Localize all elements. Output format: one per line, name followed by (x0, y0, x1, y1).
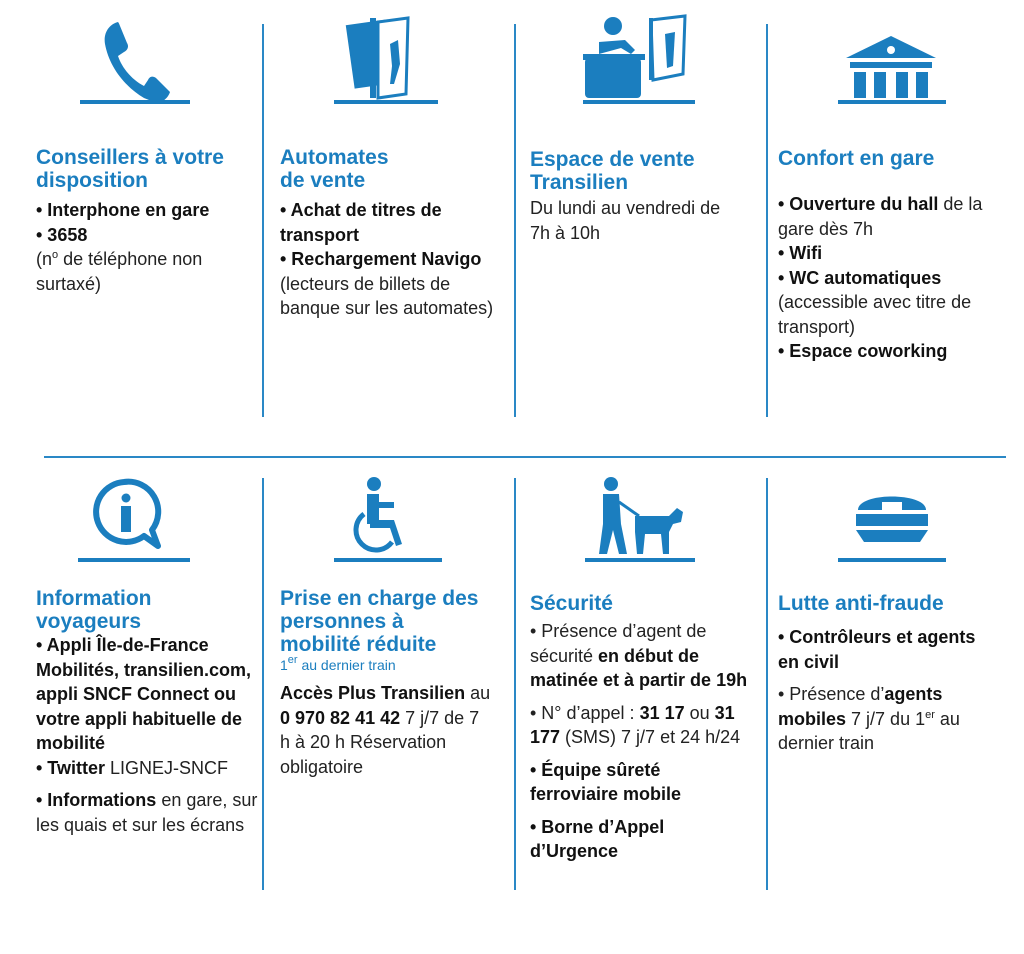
text-line (530, 815, 750, 864)
block-title: Espace de vente Transilien (530, 148, 695, 194)
block-text (530, 619, 750, 864)
column-divider (766, 478, 768, 890)
phone-icon (60, 14, 210, 104)
text-line (36, 788, 268, 837)
text-run: au dernier train (297, 657, 396, 673)
bold-text: 0 970 82 41 42 (280, 707, 401, 728)
superscript: er (925, 708, 935, 721)
block-text (778, 625, 993, 756)
info-block (36, 587, 268, 837)
bold-text: 31 17 (639, 702, 685, 723)
text-line (778, 339, 988, 364)
bold-text: • Rechargement Navigo (280, 249, 482, 269)
text-run: 7 j/7 du 1 (846, 708, 926, 729)
bold-text: • Interphone en gare (36, 200, 210, 220)
ticket-machine-icon (310, 14, 460, 104)
text-line (36, 756, 268, 781)
text-line (36, 247, 268, 296)
text-run: ou (684, 702, 715, 723)
text-line (36, 633, 268, 756)
text-line (778, 241, 988, 266)
text-line (778, 266, 988, 340)
superscript: er (287, 654, 298, 666)
bold-text: en début de matinée et à partir de 19h (530, 645, 748, 690)
superscript: o (52, 249, 59, 261)
text-run: (SMS) 7 j/7 et 24 h/24 (560, 727, 741, 747)
text-run: au (465, 683, 491, 703)
text-line (280, 681, 494, 779)
text-line (36, 198, 268, 223)
row-divider (44, 456, 1006, 458)
bold-text: Accès Plus Transilien (280, 683, 466, 703)
bold-text: • Borne d’Appel d’Urgence (530, 816, 665, 861)
text-run: en gare, sur les quais et sur les écrans (36, 790, 258, 835)
bold-text: • 3658 (36, 224, 88, 245)
text-run: (n (36, 249, 53, 269)
bold-text: • Appli Île-de-France Mobilités, transilien.com, appli SNCF Connect ou votre appli habituelle de mobilité (36, 635, 252, 753)
block-title: Confort en gare (778, 147, 935, 170)
block-title: Information voyageurs (36, 587, 152, 633)
info-block (530, 592, 750, 864)
text-run: LIGNEJ-SNCF (104, 757, 228, 778)
block-text (530, 196, 745, 245)
info-block (530, 148, 745, 245)
text-run: de la gare dès 7h (778, 194, 983, 239)
info-icon (60, 472, 210, 562)
block-subtitle (280, 654, 494, 673)
bold-text: • Achat de titres de transport (280, 200, 442, 245)
column-divider (766, 24, 768, 417)
station-building-icon (816, 14, 966, 104)
block-title: Automates de vente (280, 146, 389, 192)
block-title: Sécurité (530, 592, 613, 615)
ticket-office-icon (565, 14, 715, 104)
text-line (530, 701, 750, 750)
text-line (778, 682, 993, 756)
bold-text: • Ouverture du hall (778, 194, 939, 214)
text-run: • Présence d’ (778, 684, 885, 704)
text-line (778, 625, 993, 674)
text-line (280, 247, 496, 321)
text-run: au dernier train (778, 708, 960, 753)
column-divider (514, 24, 516, 417)
block-title: Prise en charge des personnes à mobilité réduite (280, 587, 479, 656)
block-title: Conseillers à votre disposition (36, 146, 224, 192)
text-run: (lecteurs de billets de banque sur les automates) (280, 273, 494, 318)
block-text (36, 633, 268, 837)
block-text (280, 681, 494, 779)
text-run: 7 j/7 de 7 h à 20 h Réservation obligatoire (280, 707, 480, 777)
text-line (530, 196, 745, 245)
info-block (778, 592, 993, 756)
bold-text: • WC automatiques (778, 267, 942, 288)
text-line (280, 198, 496, 247)
block-text (280, 198, 496, 321)
column-divider (514, 478, 516, 890)
info-block (280, 146, 496, 321)
wheelchair-icon (312, 472, 462, 562)
info-block (36, 146, 268, 296)
bold-text: • Équipe sûreté ferroviaire mobile (530, 759, 682, 804)
bold-text: • Twitter (36, 757, 105, 778)
bold-text: • Contrôleurs et agents en civil (778, 627, 976, 672)
block-text (36, 198, 268, 296)
text-run: de téléphone non surtaxé) (36, 249, 203, 294)
bold-text: • Wifi (778, 243, 823, 263)
text-run: 1 (280, 657, 288, 673)
bold-text: • Informations (36, 790, 157, 810)
bold-text: • Espace coworking (778, 341, 948, 361)
block-text (778, 192, 988, 364)
text-run: • Présence d’agent de sécurité (530, 621, 707, 666)
text-line (778, 192, 988, 241)
text-line (36, 223, 268, 248)
text-run: Du lundi au vendredi de 7h à 10h (530, 198, 721, 243)
text-line (530, 758, 750, 807)
inspector-cap-icon (816, 472, 966, 562)
info-block (280, 587, 494, 779)
bold-text: agents mobiles (778, 684, 943, 729)
text-run: • N° d’appel : (530, 702, 640, 723)
text-line (530, 619, 750, 693)
security-dog-icon (565, 472, 715, 562)
bold-text: 31 177 (530, 702, 735, 747)
block-title: Lutte anti-fraude (778, 592, 944, 615)
info-block (778, 147, 988, 364)
text-run: (accessible avec titre de transport) (778, 292, 972, 337)
